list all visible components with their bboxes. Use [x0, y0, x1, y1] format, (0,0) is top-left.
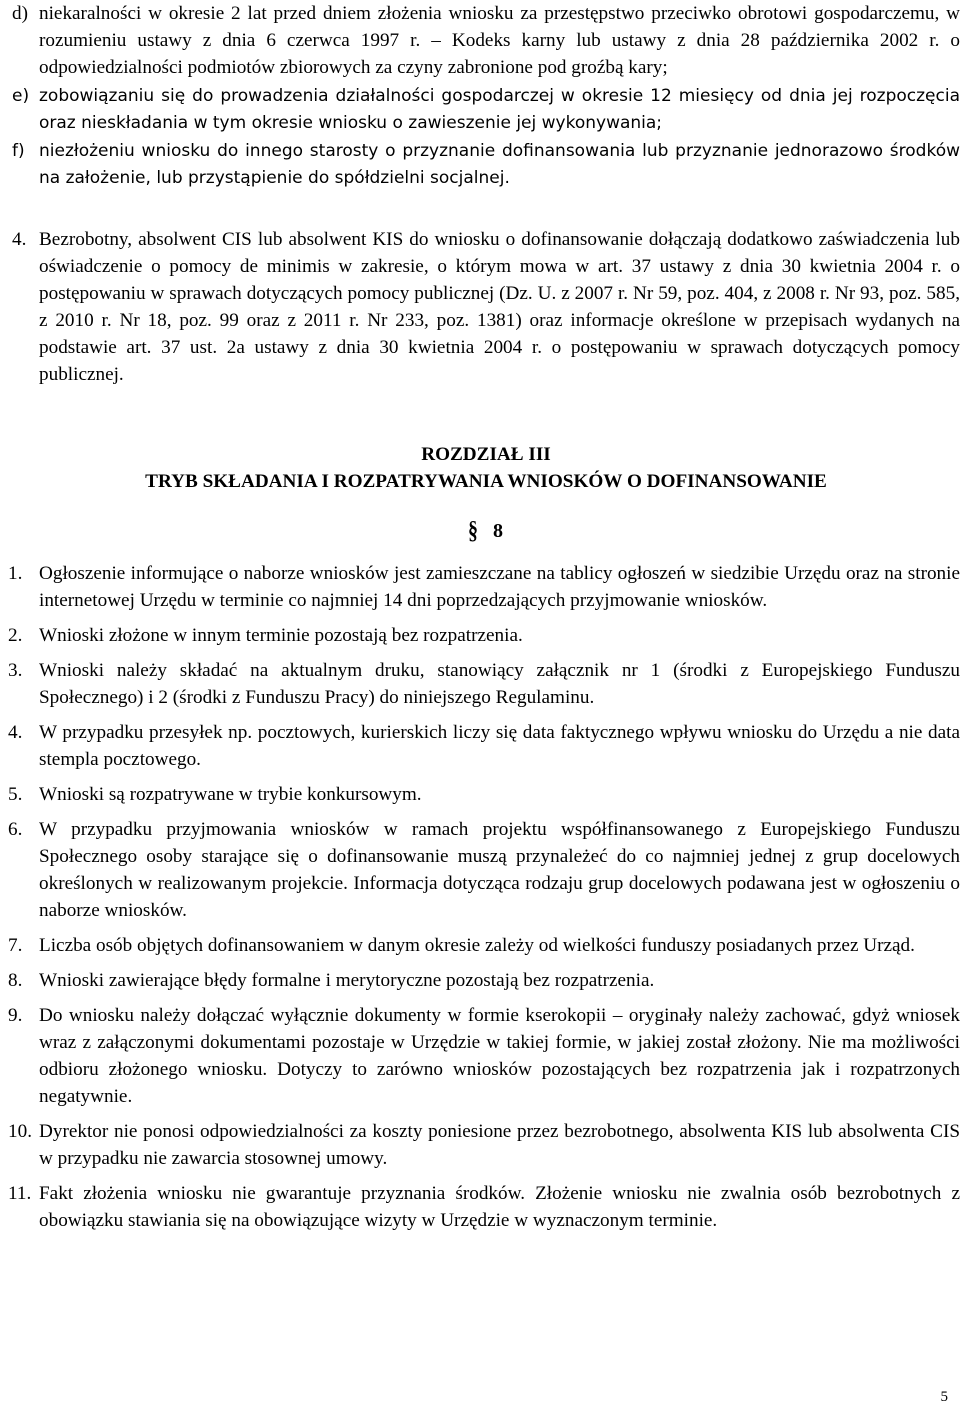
- item-text: Wnioski złożone w innym terminie pozostają bez rozpatrzenia.: [39, 625, 523, 646]
- section-items-list: [8, 560, 960, 1234]
- list-item-f: [12, 138, 960, 192]
- item-number: 1.: [8, 563, 23, 584]
- continued-list: [12, 0, 960, 192]
- item-number: 10.: [8, 1121, 32, 1142]
- section-item: [8, 657, 960, 711]
- point-number: 4.: [12, 229, 27, 250]
- item-text: Wnioski są rozpatrywane w trybie konkursowym.: [39, 784, 422, 805]
- section-sign-symbol: §: [468, 517, 478, 545]
- list-item-text: niezłożeniu wniosku do innego starosty o przyznanie dofinansowania lub przyznanie jednorazowo środków na założenie, lub przystąpienie do spółdzielni socjalnej.: [39, 141, 960, 188]
- section-item: [8, 967, 960, 994]
- item-text: W przypadku przesyłek np. pocztowych, kurierskich liczy się data faktycznego wpływu wniosku do Urzędu a nie data stempla pocztowego.: [39, 722, 960, 770]
- chapter-title: TRYB SKŁADANIA I ROZPATRYWANIA WNIOSKÓW O DOFINANSOWANIE: [145, 471, 827, 492]
- section-item: [8, 622, 960, 649]
- item-number: 5.: [8, 784, 23, 805]
- item-number: 11.: [8, 1183, 32, 1204]
- section-item: [8, 1180, 960, 1234]
- item-text: Fakt złożenia wniosku nie gwarantuje przyznania środków. Złożenie wniosku nie zwalnia osób bezrobotnych z obowiązku stawiania się na obowiązujące wizyty w Urzędzie w wyznaczonym terminie.: [39, 1183, 960, 1231]
- item-number: 7.: [8, 935, 23, 956]
- section-item: [8, 816, 960, 924]
- section-item: [8, 781, 960, 808]
- item-number: 2.: [8, 625, 23, 646]
- item-number: 4.: [8, 722, 23, 743]
- item-text: Ogłoszenie informujące o naborze wniosków jest zamieszczane na tablicy ogłoszeń w siedzibie Urzędu oraz na stronie internetowej Urzędu w terminie co najmniej 14 dni poprzedzających przyjmowanie wniosków.: [39, 563, 960, 611]
- item-text: Wnioski należy składać na aktualnym druku, stanowiący załącznik nr 1 (środki z Europejskiego Funduszu Społecznego) i 2 (środki z Funduszu Pracy) do niniejszego Regulaminu.: [39, 660, 960, 708]
- section-item: [8, 1002, 960, 1110]
- item-number: 3.: [8, 660, 23, 681]
- page-number: 5: [940, 1389, 948, 1405]
- list-item-text: niekaralności w okresie 2 lat przed dniem złożenia wniosku za przestępstwo przeciwko obrotowi gospodarczemu, w rozumieniu ustawy z dnia 6 czerwca 1997 r. – Kodeks karny lub ustawy z dnia 28 października 2002 r. o odpowiedzialności podmiotów zbiorowych za czyny zabronione pod groźbą kary;: [39, 3, 960, 78]
- item-text: Dyrektor nie ponosi odpowiedzialności za koszty poniesione przez bezrobotnego, absolwenta KIS lub absolwenta CIS w przypadku nie zawarcia stosownej umowy.: [39, 1121, 960, 1169]
- section-number: 8: [493, 520, 503, 542]
- list-marker: e): [12, 86, 30, 106]
- section-item: [8, 1118, 960, 1172]
- section-item: [8, 719, 960, 773]
- item-text: Liczba osób objętych dofinansowaniem w danym okresie zależy od wielkości funduszy posiadanych przez Urząd.: [39, 935, 915, 956]
- list-item-e: [12, 83, 960, 137]
- list-item-text: zobowiązaniu się do prowadzenia działalności gospodarczej w okresie 12 miesięcy od dnia jej rozpoczęcia oraz nieskładania w tym okresie wniosku o zawieszenie jej wykonywania;: [39, 86, 960, 133]
- item-text: W przypadku przyjmowania wniosków w ramach projektu współfinansowanego z Europejskiego Funduszu Społecznego osoby starające się o dofinansowanie muszą przynależeć do co najmniej jednej z grup docelowych określonych w realizowanym projekcie. Informacja dotycząca rodzaju grup docelowych podawana jest w ogłoszeniu o naborze wniosków.: [39, 819, 960, 921]
- point-text: Bezrobotny, absolwent CIS lub absolwent KIS do wniosku o dofinansowanie dołączają dodatkowo zaświadczenia lub oświadczenie o pomocy de minimis w zakresie, o którym mowa w art. 37 ustawy z dnia 30 kwietnia 2004 r. o postępowaniu w sprawach dotyczących pomocy publicznej (Dz. U. z 2007 r. Nr 59, poz. 404, z 2008 r. Nr 93, poz. 585, z 2010 r. Nr 18, poz. 99 oraz z 2011 r. Nr 233, poz. 1381) oraz informacje określone w przepisach wydanych na podstawie art. 37 ust. 2a ustawy z dnia 30 kwietnia 2004 r. o postępowaniu w sprawach dotyczących pomocy publicznej.: [39, 229, 960, 385]
- item-number: 8.: [8, 970, 23, 991]
- item-text: Do wniosku należy dołączać wyłącznie dokumenty w formie kserokopii – oryginały należy zachować, gdyż wniosek wraz z załączonymi dokumentami pozostaje w Urzędzie w takiej formie, w jakiej został złożony. Nie ma możliwości odbioru złożonego wniosku. Dotyczy to zarówno wniosków pozostających bez rozpatrzenia jak i rozpatrzonych negatywnie.: [39, 1005, 960, 1107]
- list-marker: f): [12, 141, 25, 161]
- paragraph-point-4: [12, 226, 960, 388]
- item-number: 9.: [8, 1005, 23, 1026]
- list-item-d: [12, 0, 960, 81]
- item-text: Wnioski zawierające błędy formalne i merytoryczne pozostają bez rozpatrzenia.: [39, 970, 655, 991]
- section-item: [8, 932, 960, 959]
- chapter-heading: [0, 441, 960, 495]
- section-sign: [468, 518, 503, 545]
- list-marker: d): [12, 3, 28, 24]
- chapter-number: ROZDZIAŁ III: [421, 444, 551, 465]
- item-number: 6.: [8, 819, 23, 840]
- section-item: [8, 560, 960, 614]
